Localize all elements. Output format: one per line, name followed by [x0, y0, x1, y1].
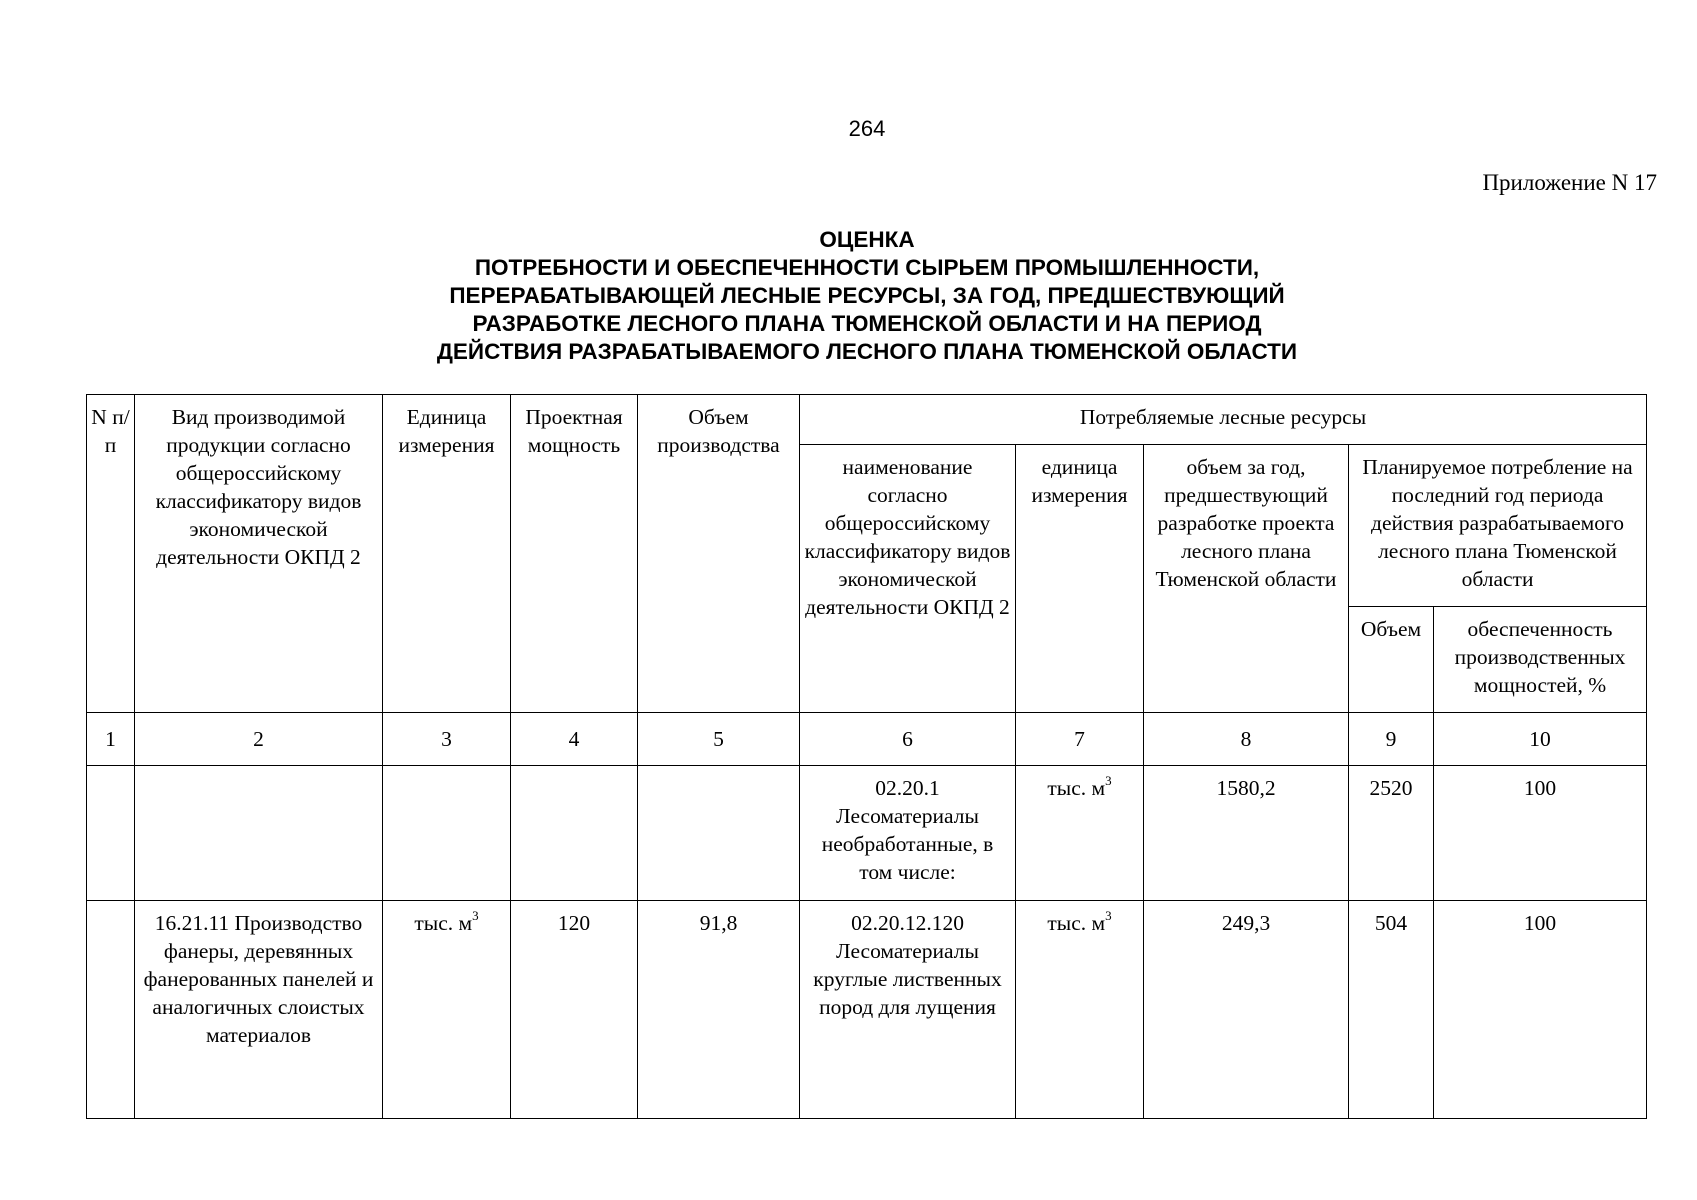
column-number: 8: [1144, 713, 1349, 766]
column-number: 4: [511, 713, 638, 766]
unit-exponent: 3: [1105, 907, 1112, 923]
row-num: [87, 766, 135, 901]
column-number: 6: [800, 713, 1016, 766]
document-title: [0, 226, 1697, 366]
header-resource-unit: единица измерения: [1016, 445, 1144, 713]
table-row: [87, 901, 1647, 1119]
unit-exponent: 3: [1105, 772, 1112, 788]
title-line: ПЕРЕРАБАТЫВАЮЩЕЙ ЛЕСНЫЕ РЕСУРСЫ, ЗА ГОД, ПРЕДШЕСТВУЮЩИЙ: [449, 283, 1285, 308]
column-number: 5: [638, 713, 800, 766]
column-number: 10: [1434, 713, 1647, 766]
row-resource-prev-year: 1580,2: [1144, 766, 1349, 901]
unit-base: тыс. м: [1047, 776, 1106, 800]
header-capacity: Проектная мощность: [511, 395, 638, 713]
header-resource-name: наименование согласно общероссийскому классификатору видов экономической деятельности ОКПД 2: [800, 445, 1016, 713]
row-resource-unit: [1016, 901, 1144, 1119]
row-num: [87, 901, 135, 1119]
row-planned-volume: 504: [1349, 901, 1434, 1119]
row-capacity: 120: [511, 901, 638, 1119]
unit-base: тыс. м: [1047, 911, 1106, 935]
column-number: 1: [87, 713, 135, 766]
row-volume: 91,8: [638, 901, 800, 1119]
header-resource-prev-year: объем за год, предшествующий разработке проекта лесного плана Тюменской области: [1144, 445, 1349, 713]
row-planned-volume: 2520: [1349, 766, 1434, 901]
appendix-label: Приложение N 17: [1482, 170, 1657, 195]
column-number: 2: [135, 713, 383, 766]
unit-exponent: 3: [472, 907, 479, 923]
header-num: N п/п: [87, 395, 135, 713]
header-consumed-resources: Потребляемые лесные ресурсы: [800, 395, 1647, 445]
row-volume: [638, 766, 800, 901]
row-product: [135, 766, 383, 901]
forest-resources-table: [86, 394, 1647, 1119]
title-line: ПОТРЕБНОСТИ И ОБЕСПЕЧЕННОСТИ СЫРЬЕМ ПРОМЫШЛЕННОСТИ,: [474, 255, 1260, 280]
column-numbers-row: [87, 713, 1647, 766]
column-number: 7: [1016, 713, 1144, 766]
header-planned-volume: Объем: [1349, 607, 1434, 713]
row-resource-name: 02.20.1 Лесоматериалы необработанные, в том числе:: [800, 766, 1016, 901]
header-planned-supply: обеспеченность производственных мощностей, %: [1434, 607, 1647, 713]
title-line: РАЗРАБОТКЕ ЛЕСНОГО ПЛАНА ТЮМЕНСКОЙ ОБЛАСТИ И НА ПЕРИОД: [472, 311, 1262, 336]
row-planned-supply: 100: [1434, 766, 1647, 901]
column-number: 3: [383, 713, 511, 766]
row-planned-supply: 100: [1434, 901, 1647, 1119]
table-row: [87, 766, 1647, 901]
column-number: 9: [1349, 713, 1434, 766]
row-unit: [383, 901, 511, 1119]
row-resource-name: 02.20.12.120 Лесоматериалы круглые лиственных пород для лущения: [800, 901, 1016, 1119]
row-resource-unit: [1016, 766, 1144, 901]
header-planned-consumption: Планируемое потребление на последний год периода действия разрабатываемого лесного плана Тюменской области: [1349, 445, 1647, 607]
unit-base: тыс. м: [414, 911, 473, 935]
row-unit: [383, 766, 511, 901]
header-product: Вид производимой продукции согласно общероссийскому классификатору видов экономической деятельности ОКПД 2: [135, 395, 383, 713]
page-number: 264: [848, 116, 886, 141]
header-unit: Единица измерения: [383, 395, 511, 713]
row-capacity: [511, 766, 638, 901]
header-volume: Объем производства: [638, 395, 800, 713]
title-line: ДЕЙСТВИЯ РАЗРАБАТЫВАЕМОГО ЛЕСНОГО ПЛАНА ТЮМЕНСКОЙ ОБЛАСТИ: [436, 339, 1298, 364]
row-product: 16.21.11 Производство фанеры, деревянных фанерованных панелей и аналогичных слоистых материалов: [135, 901, 383, 1119]
title-line: ОЦЕНКА: [819, 227, 915, 252]
row-resource-prev-year: 249,3: [1144, 901, 1349, 1119]
